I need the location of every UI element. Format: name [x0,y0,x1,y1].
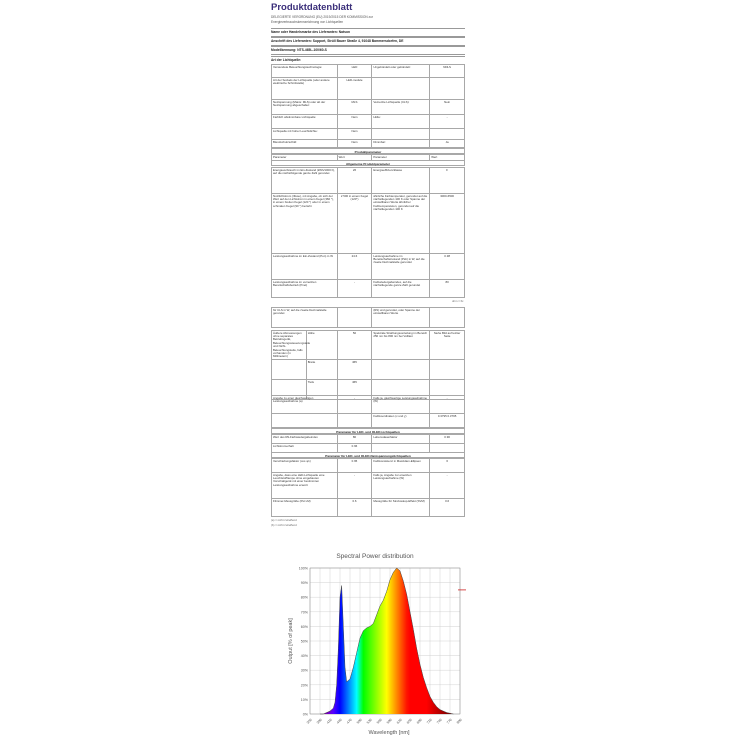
y-tick-label: 90% [300,581,308,586]
table-row [272,78,465,100]
product-parameters-heading: Produktparameter [271,148,465,154]
table-cell: Ungebündelt oder gebündelt: [372,65,430,78]
table-cell: Farbkoordinaten (x und y) [372,414,430,428]
table-row [272,396,465,414]
y-tick-label: 80% [300,595,308,600]
y-tick-label: 50% [300,639,308,644]
x-tick-label: 440 [335,717,343,725]
table-cell: 0.90 [430,435,465,444]
table-cell: Höhe [306,331,337,360]
table-row [272,308,465,328]
table-cell: 0.38 [430,254,465,280]
light-source-type-table [271,64,465,148]
led-mains-parameters-heading: Parameter für LED- und OLED-Netzspannungslichtquellen [271,452,465,458]
table-cell [430,308,465,328]
table-cell: 0.6 [337,499,372,517]
chart-title: Spectral Power distribution [336,553,414,560]
table-row [272,459,465,473]
table-row [272,254,465,280]
table-row [272,65,465,78]
table-cell [372,360,430,380]
table-cell: Vernetzte Lichtquelle (CLS): [372,100,430,115]
x-tick-label: 590 [385,717,393,725]
table-row [272,129,465,140]
x-tick-label: 410 [325,717,333,725]
table-cell [430,360,465,380]
table-cell: NDLS [430,65,465,78]
table-cell: Leistungsaufnahme im Bereitschaftszustand (Psb) in W, auf die zweite Dezimalstelle gerundet [372,254,430,280]
sheet-title: Produktdatenblatt [271,2,353,13]
footnote-a: (a) = nicht zutreffend [271,518,297,522]
table-cell: Nein [337,140,372,148]
cri-note-table [271,307,465,328]
table-cell: 80 [430,280,465,298]
table-cell: 80 [337,435,372,444]
table-row [272,414,465,428]
light-source-type-bar: Art der Lichtquelle: [271,56,465,65]
table-cell: 0.95 [337,459,372,473]
table-cell: Netzspannung (Mains: MLS) oder ab der Netzspannung abgeschaltet: [272,100,338,115]
table-cell: F [430,168,465,194]
x-axis-label: Wavelength [nm] [368,730,410,736]
table-cell: Nein [337,115,372,129]
x-tick-label: 470 [345,717,353,725]
table-cell: - [337,396,372,414]
y-tick-label: 0% [302,712,308,717]
column-header: Wert [337,155,372,161]
table-cell: Siehe Bild auf letzter Seite [430,331,465,360]
y-tick-label: 30% [300,668,308,673]
table-cell: Angabe, dass eine LED-Lichtquelle eine Leuchtstofflampe ohne eingebauten Vorschaltgerät mit einer bestimmten Leistungsaufnahme ersetzt [272,473,338,499]
table-row [272,473,465,499]
product-datasheet [271,2,465,525]
table-cell: 50 [337,331,372,360]
y-tick-label: 10% [300,697,308,702]
table-row [272,100,465,115]
table-cell: Lichtstromerhalt [272,444,338,453]
table-cell: MLS [337,100,372,115]
table-cell: 0.96 [337,444,372,453]
x-tick-label: 770 [445,717,453,725]
table-cell [430,129,465,140]
table-cell: Breite [306,360,337,380]
table-cell: Nutzlichtstrom (Φuse), mit Angabe, ob sich der Wert auf den Lichtstrom in einem Kegel (360 °), in einem breiten Kegel (120 °) oder in einem schmalen Kegel (90 °) bezieht [272,194,338,254]
table-cell: Verwendete Beleuchtungstechnologie: [272,65,338,78]
table-cell [337,414,372,428]
supplier-address-bar: Anschrift des Lieferanten: Support, Strüll Bauer Straße 4, 91048 Bammersdorfen, DE [271,37,465,46]
x-tick-label: 740 [435,717,443,725]
table-cell: Äußere Abmessungen ohne separates Betriebsgerät, Beleuchtungssteuerungsteile und Nicht-Beleuchtungsteile, falls vorhanden (in Millimetern) [273,330,311,359]
table-cell: Wert des R9-Farbwiedergabeindex [272,435,338,444]
table-cell: 3000-6500 [430,194,465,254]
table-cell: Nein [430,100,465,115]
table-row [272,280,465,298]
table-cell: Art der Sockels der Lichtquelle (oder andere elektrische Schnittstelle) [272,78,338,100]
y-tick-label: 20% [300,683,308,688]
column-header: Wert [430,155,465,161]
table-cell: Lebensdauerfaktor [372,435,430,444]
table-cell: Ja [430,140,465,148]
table-cell: Falls ja, gleichwertige Leistungsaufnahme (W) [372,396,430,414]
supplier-name-bar: Name oder Handelsmarke des Lieferanten: Natson [271,28,465,37]
spectral-power-chart [282,548,468,736]
x-tick-labels [306,718,463,725]
equivalent-power-table [271,395,465,428]
table-cell [272,414,338,428]
table-cell: (R9) und gerundet, oder Spanne der einstellbaren Werte [372,308,430,328]
table-cell [372,129,430,140]
table-row [272,194,465,254]
general-parameters-heading: Allgemeine Produktparameter [271,160,465,166]
table-cell: - [337,280,372,298]
led-mains-parameters-table [271,458,465,517]
x-tick-label: 800 [455,717,463,725]
led-parameters-heading: Parameter für LED- und OLED-Lichtquellen [271,428,465,434]
table-cell: - [430,115,465,129]
x-tick-label: 530 [365,717,373,725]
table-cell: - [337,473,372,499]
table-cell: Blendschutzschild: [272,140,338,148]
table-cell: LED-module [337,78,372,100]
table-row [272,331,465,360]
led-parameters-table [271,434,465,453]
regulation-line-1: DELEGIERTE VERORDNUNG (EU) 2019/2015 DER KOMMISSION zur [271,15,373,19]
table-cell: Hülle: [372,115,430,129]
table-cell: Dimmbar: [372,140,430,148]
x-tick-label: 650 [405,717,413,725]
table-row [272,115,465,129]
column-header: Parameter [272,155,338,161]
table-cell: - [430,396,465,414]
footnote-b: (b) = nicht zutreffend [271,523,297,527]
table-cell: Tiefe [306,380,337,400]
dimensions-table [271,330,465,400]
y-tick-label: 60% [300,624,308,629]
table-cell: Flimmer-Messgröße (Pst LM) [272,499,338,517]
table-row [272,140,465,148]
regulation-line-2: Energieverbrauchskennzeichnung von Lichtquellen [271,19,344,24]
x-tick-label: 620 [395,717,403,725]
y-tick-labels [299,567,309,717]
table-cell [372,78,430,100]
table-cell: Angabe zu einer gleichwertigen Leistungsaufnahme (a) [272,396,338,414]
table-cell: ähnliche Farbtemperatur, gerundet auf die nächstliegenden 100 K oder Spanne der einstellbaren Werte ähnlicher Farbtemperaturen, gerundet auf die nächstliegenden 100 K [372,194,430,254]
table-row [272,360,465,380]
table-cell [430,78,465,100]
table-cell [337,308,372,328]
table-cell: Falls ja, Angabe zur ersetzten Leistungsaufnahme (W) [372,473,430,499]
general-parameters-table [271,167,465,298]
x-tick-label: 680 [415,717,423,725]
table-cell: Farblich abstimmbare Lichtquelle: [272,115,338,129]
x-tick-label: 560 [375,717,383,725]
table-cell: Energieverbrauch im Ein-Zustand (kWh/1000 h), auf die nächstfolgende ganze Zahl gerundet [272,168,338,194]
table-cell: 6 [430,459,465,473]
table-cell: 2 500 in einem Kegel (120°) [337,194,372,254]
table-cell: - [430,473,465,499]
spectral-power-svg [282,548,468,736]
table-row [272,435,465,444]
table-cell: Messgröße für Stroboskop-Effekt (SVM) [372,499,430,517]
table-row [272,168,465,194]
y-tick-label: 40% [300,654,308,659]
x-tick-label: 710 [425,717,433,725]
table-cell: für CLS in W, auf die zweite Dezimalstelle gerundet [272,308,338,328]
table-cell: 0.6 [430,499,465,517]
table-cell: Lichtquelle mit hoher Leuchtdichte: [272,129,338,140]
x-tick-label: 350 [305,717,313,725]
table-cell: 465 [337,380,372,400]
table-cell [272,360,307,380]
table-cell: Spektrale Strahlungsverteilung im Bereich 250 nm bis 800 nm bei Volllast [372,331,430,360]
y-tick-label: 70% [300,610,308,615]
x-tick-label: 500 [355,717,363,725]
table-cell: 465 [337,360,372,380]
column-header: Parameter [372,155,430,161]
model-id-bar: Modellkennung: NTS-465L-100/60-S [271,46,465,55]
table-cell: Leistungsaufnahme im vernetzten Bereitschaftsbetrieb (Pnet) [272,280,338,298]
table-cell: Nein [337,129,372,140]
side-note: ohm = fix [452,299,464,303]
table-cell: Energieeffizienzklasse [372,168,430,194]
table-cell: 26 [337,168,372,194]
table-cell: Verschiebungsfaktor (cos φ1) [272,459,338,473]
y-tick-label: 100% [298,566,308,571]
table-cell: 24.6 [337,254,372,280]
table-cell: Farbkonsistenz in MacAdam-Ellipsen [372,459,430,473]
table-row [272,499,465,517]
table-cell: Leistungsaufnahme im Ein-Zustand (Pon) in W [272,254,338,280]
table-cell: LED [337,65,372,78]
x-tick-label: 380 [315,717,323,725]
y-axis-label: Output [% of peak] [288,618,294,664]
table-cell: Farbwiedergabeindex, auf die nächstliegende ganze Zahl gerundet [372,280,430,298]
table-cell: 0.3795 0.3795 [430,414,465,428]
